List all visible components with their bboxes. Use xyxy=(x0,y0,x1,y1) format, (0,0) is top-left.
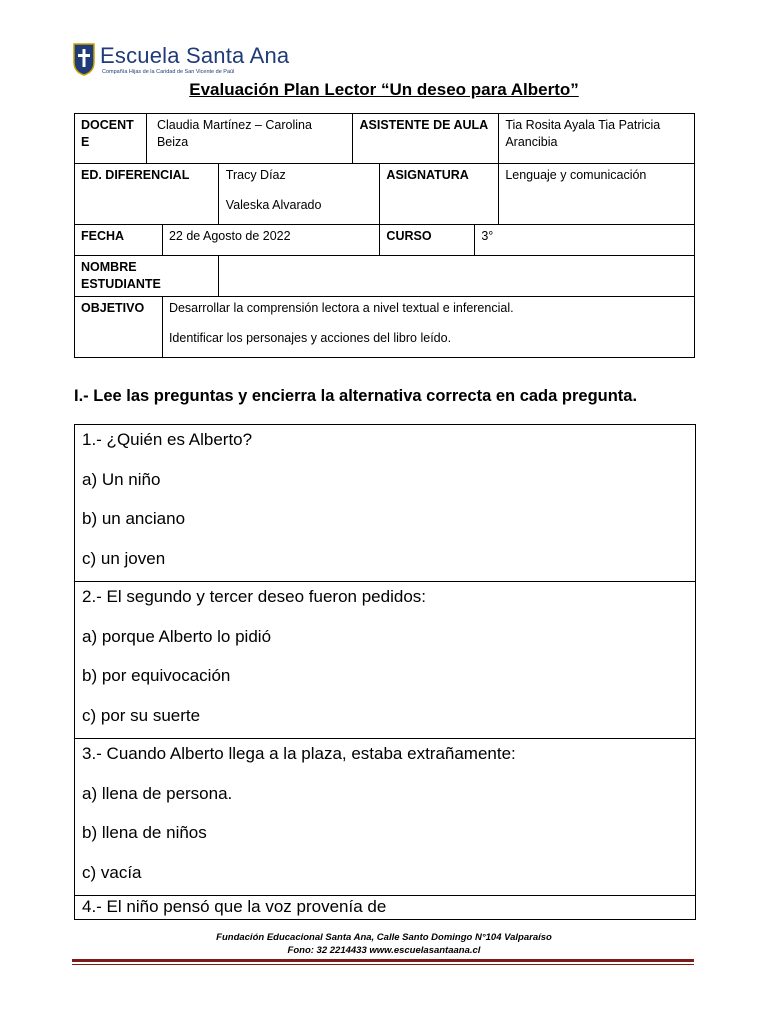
ed-diferencial-name-2: Valeska Alvarado xyxy=(225,198,322,212)
question-text: 4.- El niño pensó que la voz provenía de xyxy=(82,897,387,916)
objetivo-line-2: Identificar los personajes y acciones del libro leído. xyxy=(168,331,452,345)
question-block xyxy=(75,582,695,739)
table-row xyxy=(75,164,695,225)
ed-diferencial-label: ED. DIFERENCIAL xyxy=(75,164,219,225)
table-row xyxy=(75,256,695,297)
question-block xyxy=(75,425,695,582)
curso-label: CURSO xyxy=(380,225,475,256)
fecha-value: 22 de Agosto de 2022 xyxy=(162,225,379,256)
fecha-label: FECHA xyxy=(75,225,163,256)
asignatura-value: Lenguaje y comunicación xyxy=(499,164,695,225)
asistente-label: ASISTENTE DE AULA xyxy=(353,114,499,164)
option-b[interactable]: b) un anciano xyxy=(82,509,186,528)
question-text: 3.- Cuando Alberto llega a la plaza, estaba extrañamente: xyxy=(82,744,516,763)
table-row xyxy=(75,114,695,164)
school-name: Escuela Santa Ana xyxy=(100,43,290,68)
objetivo-label: OBJETIVO xyxy=(75,297,163,358)
school-crest-icon xyxy=(72,42,96,76)
option-a[interactable]: a) llena de persona. xyxy=(82,783,233,803)
footer-rule xyxy=(72,959,694,962)
question-block xyxy=(75,896,695,920)
school-header xyxy=(72,40,372,82)
docente-label: DOCENTE xyxy=(75,114,147,164)
option-c[interactable]: c) vacía xyxy=(82,862,142,882)
table-row xyxy=(75,297,695,358)
question-text: 1.- ¿Quién es Alberto? xyxy=(82,430,253,449)
page-footer xyxy=(0,931,768,957)
curso-value: 3° xyxy=(475,225,695,256)
page-title: Evaluación Plan Lector “Un deseo para Alberto” xyxy=(189,80,579,99)
option-c[interactable]: c) por su suerte xyxy=(82,705,201,725)
footer-address: Fundación Educacional Santa Ana, Calle Santo Domingo N°104 Valparaíso xyxy=(216,932,552,943)
objetivo-line-1: Desarrollar la comprensión lectora a nivel textual e inferencial. xyxy=(168,301,514,315)
asistente-value: Tia Rosita Ayala Tia Patricia Arancibia xyxy=(499,114,695,164)
docente-value: Claudia Martínez – Carolina Beiza xyxy=(146,114,353,164)
section-instruction: I.- Lee las preguntas y encierra la alternativa correcta en cada pregunta. xyxy=(74,387,638,405)
footer-rule-thin xyxy=(72,964,694,965)
question-block xyxy=(75,739,695,896)
questions-box xyxy=(74,424,696,920)
nombre-estudiante-value[interactable] xyxy=(218,256,694,297)
option-c[interactable]: c) un joven xyxy=(82,548,166,568)
objetivo-value xyxy=(162,297,694,358)
question-text: 2.- El segundo y tercer deseo fueron pedidos: xyxy=(82,587,426,606)
option-b[interactable]: b) por equivocación xyxy=(82,666,231,685)
option-a[interactable]: a) Un niño xyxy=(82,469,161,489)
ed-diferencial-value xyxy=(218,164,380,225)
option-b[interactable]: b) llena de niños xyxy=(82,823,207,842)
option-a[interactable]: a) porque Alberto lo pidió xyxy=(82,626,272,646)
info-table xyxy=(74,113,695,358)
table-row xyxy=(75,225,695,256)
nombre-estudiante-label: NOMBRE ESTUDIANTE xyxy=(75,256,219,297)
ed-diferencial-name-1: Tracy Díaz xyxy=(225,168,286,182)
footer-contact: Fono: 32 2214433 www.escuelasantaana.cl xyxy=(287,945,481,956)
asignatura-label: ASIGNATURA xyxy=(380,164,499,225)
school-subtitle: Compañía Hijas de la Caridad de San Vicente de Paúl xyxy=(102,69,235,75)
